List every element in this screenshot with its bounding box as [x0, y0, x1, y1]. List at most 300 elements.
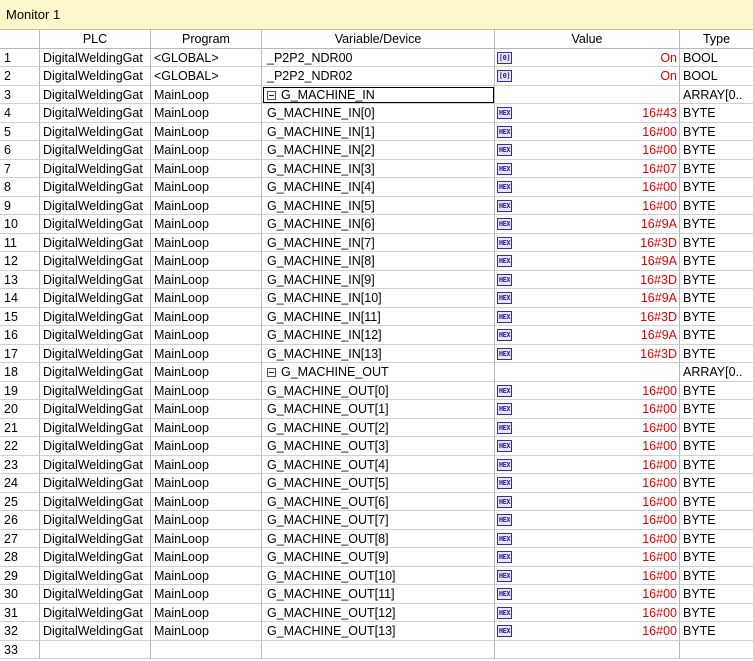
- header-value[interactable]: Value: [495, 30, 680, 49]
- program-cell[interactable]: [151, 474, 262, 493]
- row-index: [0, 215, 40, 234]
- collapse-icon[interactable]: [267, 91, 276, 100]
- program-cell-text: MainLoop: [154, 254, 209, 268]
- variable-cell[interactable]: [262, 86, 495, 105]
- plc-cell[interactable]: [40, 622, 151, 641]
- value-cell[interactable]: [495, 160, 680, 179]
- program-cell[interactable]: [151, 511, 262, 530]
- variable-name: G_MACHINE_IN: [281, 87, 375, 102]
- plc-cell-text: DigitalWeldingGat: [43, 87, 143, 102]
- hex-format-icon[interactable]: HEX: [498, 460, 511, 469]
- table-group-row[interactable]: [0, 86, 753, 105]
- plc-cell[interactable]: [40, 585, 151, 604]
- table-row[interactable]: [0, 271, 753, 290]
- row-index-text: 11: [4, 235, 17, 250]
- plc-cell[interactable]: [40, 308, 151, 327]
- hex-format-icon[interactable]: HEX: [498, 534, 511, 543]
- hex-format-icon[interactable]: HEX: [498, 275, 511, 284]
- value-text: 16#9A: [640, 217, 677, 231]
- row-index-text: 27: [4, 531, 18, 546]
- program-cell[interactable]: [151, 382, 262, 401]
- header-program[interactable]: Program: [151, 30, 262, 49]
- table-row[interactable]: [0, 400, 753, 419]
- value-cell[interactable]: [495, 400, 680, 419]
- table-row[interactable]: [0, 141, 753, 160]
- plc-cell[interactable]: [40, 271, 151, 290]
- type-cell: [680, 493, 753, 512]
- value-cell[interactable]: [495, 289, 680, 308]
- variable-cell[interactable]: [262, 326, 495, 345]
- type-cell-text: ARRAY[0..: [683, 365, 743, 379]
- type-cell: [680, 474, 753, 493]
- plc-cell[interactable]: [40, 474, 151, 493]
- row-index-text: 26: [4, 513, 18, 527]
- variable-cell[interactable]: [262, 456, 495, 475]
- value-cell[interactable]: [495, 493, 680, 512]
- hex-format-icon[interactable]: HEX: [498, 238, 511, 247]
- variable-cell[interactable]: [262, 215, 495, 234]
- table-row[interactable]: [0, 622, 753, 641]
- variable-name: _P2P2_NDR00: [267, 50, 353, 65]
- program-cell[interactable]: [151, 308, 262, 327]
- row-index: [0, 104, 40, 123]
- table-row[interactable]: [0, 641, 753, 660]
- variable-cell[interactable]: [262, 252, 495, 271]
- program-cell[interactable]: [151, 215, 262, 234]
- program-cell[interactable]: [151, 178, 262, 197]
- table-row[interactable]: [0, 437, 753, 456]
- plc-cell-text: DigitalWeldingGat: [43, 513, 143, 527]
- program-cell[interactable]: [151, 345, 262, 364]
- type-cell-text: BOOL: [683, 50, 718, 65]
- row-index-text: 23: [4, 457, 18, 472]
- program-cell[interactable]: [151, 104, 262, 123]
- table-row[interactable]: [0, 123, 753, 142]
- row-index: [0, 567, 40, 586]
- value-cell[interactable]: [495, 511, 680, 530]
- program-cell-text: <GLOBAL>: [154, 50, 219, 65]
- plc-cell[interactable]: [40, 86, 151, 105]
- program-cell[interactable]: [151, 530, 262, 549]
- variable-cell[interactable]: [262, 567, 495, 586]
- program-cell-text: MainLoop: [154, 198, 209, 213]
- value-cell[interactable]: [495, 215, 680, 234]
- plc-cell[interactable]: [40, 548, 151, 567]
- table-row[interactable]: [0, 49, 753, 68]
- hex-format-icon[interactable]: HEX: [498, 201, 511, 210]
- table-row[interactable]: [0, 474, 753, 493]
- value-cell[interactable]: [495, 271, 680, 290]
- plc-cell[interactable]: [40, 252, 151, 271]
- program-cell-text: MainLoop: [154, 494, 209, 509]
- program-cell-text: MainLoop: [154, 161, 209, 176]
- value-text: 16#00: [642, 180, 677, 194]
- value-text: 16#43: [642, 106, 677, 120]
- type-cell-text: BYTE: [683, 587, 716, 601]
- program-cell[interactable]: [151, 456, 262, 475]
- hex-format-icon[interactable]: HEX: [498, 164, 511, 173]
- header-row: [0, 30, 753, 49]
- table-row[interactable]: [0, 567, 753, 586]
- variable-cell[interactable]: [262, 548, 495, 567]
- plc-cell[interactable]: [40, 345, 151, 364]
- value-text: 16#00: [642, 568, 677, 583]
- type-cell: [680, 215, 753, 234]
- program-cell[interactable]: [151, 49, 262, 68]
- variable-cell[interactable]: [262, 123, 495, 142]
- hex-format-icon[interactable]: HEX: [498, 571, 511, 580]
- variable-cell[interactable]: [262, 104, 495, 123]
- variable-cell[interactable]: [262, 49, 495, 68]
- variable-cell[interactable]: [262, 641, 495, 660]
- variable-cell[interactable]: [262, 493, 495, 512]
- program-cell-text: MainLoop: [154, 383, 209, 398]
- hex-format-icon[interactable]: HEX: [498, 386, 511, 395]
- table-row[interactable]: [0, 585, 753, 604]
- plc-cell[interactable]: [40, 493, 151, 512]
- table-row[interactable]: [0, 67, 753, 86]
- table-row[interactable]: [0, 511, 753, 530]
- plc-cell[interactable]: [40, 604, 151, 623]
- type-cell-text: BYTE: [683, 161, 716, 176]
- hex-format-icon[interactable]: HEX: [498, 479, 511, 487]
- value-cell[interactable]: [495, 141, 680, 160]
- variable-name: G_MACHINE_IN[0]: [267, 106, 375, 120]
- type-cell-text: BYTE: [683, 550, 716, 564]
- row-index-text: 16: [4, 328, 18, 342]
- program-cell[interactable]: [151, 252, 262, 271]
- value-text: 16#00: [642, 143, 677, 157]
- program-cell[interactable]: [151, 567, 262, 586]
- variable-cell[interactable]: [262, 141, 495, 160]
- row-index: [0, 641, 40, 660]
- value-cell[interactable]: [495, 67, 680, 86]
- program-cell[interactable]: [151, 363, 262, 382]
- row-index: [0, 456, 40, 475]
- type-cell-text: BYTE: [683, 217, 716, 231]
- header-plc[interactable]: PLC: [40, 30, 151, 49]
- hex-format-icon[interactable]: HEX: [498, 553, 511, 561]
- table-group-row[interactable]: [0, 363, 753, 382]
- program-cell[interactable]: [151, 604, 262, 623]
- value-cell[interactable]: [495, 530, 680, 549]
- plc-cell[interactable]: [40, 382, 151, 401]
- table-row[interactable]: [0, 308, 753, 327]
- plc-cell[interactable]: [40, 567, 151, 586]
- variable-name: G_MACHINE_IN[7]: [267, 235, 375, 250]
- row-index: [0, 548, 40, 567]
- variable-name: G_MACHINE_IN[6]: [267, 217, 375, 231]
- row-index-text: 25: [4, 494, 18, 509]
- type-cell: [680, 86, 753, 105]
- hex-format-icon[interactable]: HEX: [498, 497, 511, 506]
- value-cell[interactable]: [495, 197, 680, 216]
- value-text: 16#00: [642, 531, 677, 546]
- program-cell[interactable]: [151, 437, 262, 456]
- row-index: [0, 308, 40, 327]
- plc-cell-text: DigitalWeldingGat: [43, 476, 143, 490]
- program-cell-text: MainLoop: [154, 217, 209, 231]
- plc-cell-text: DigitalWeldingGat: [43, 254, 143, 268]
- plc-cell[interactable]: [40, 67, 151, 86]
- row-index: [0, 511, 40, 530]
- table-row[interactable]: [0, 326, 753, 345]
- value-cell[interactable]: [495, 456, 680, 475]
- bool-format-icon[interactable]: [0]: [498, 53, 511, 62]
- program-cell-text: MainLoop: [154, 402, 209, 416]
- value-cell[interactable]: [495, 641, 680, 660]
- variable-cell[interactable]: [262, 363, 495, 382]
- variable-cell[interactable]: [262, 400, 495, 419]
- variable-cell[interactable]: [262, 178, 495, 197]
- variable-name: G_MACHINE_IN[3]: [267, 161, 375, 176]
- program-cell[interactable]: [151, 234, 262, 253]
- plc-cell-text: DigitalWeldingGat: [43, 568, 143, 583]
- plc-cell-text: DigitalWeldingGat: [43, 624, 143, 638]
- program-cell[interactable]: [151, 160, 262, 179]
- row-index-text: 33: [4, 642, 18, 657]
- hex-format-icon[interactable]: HEX: [498, 220, 511, 228]
- variable-name: G_MACHINE_OUT[0]: [267, 383, 389, 398]
- table-row[interactable]: [0, 234, 753, 253]
- value-cell[interactable]: [495, 326, 680, 345]
- plc-cell[interactable]: [40, 141, 151, 160]
- table-row[interactable]: [0, 493, 753, 512]
- variable-cell[interactable]: [262, 160, 495, 179]
- table-row[interactable]: [0, 252, 753, 271]
- value-cell[interactable]: [495, 604, 680, 623]
- plc-cell[interactable]: [40, 419, 151, 438]
- value-cell[interactable]: [495, 234, 680, 253]
- variable-cell[interactable]: [262, 530, 495, 549]
- value-cell[interactable]: [495, 382, 680, 401]
- variable-name: G_MACHINE_OUT[8]: [267, 531, 389, 546]
- plc-cell-text: DigitalWeldingGat: [43, 180, 143, 194]
- value-cell[interactable]: [495, 363, 680, 382]
- program-cell-text: MainLoop: [154, 513, 209, 527]
- value-text: 16#3D: [640, 272, 677, 287]
- value-cell[interactable]: [495, 567, 680, 586]
- variable-cell[interactable]: [262, 604, 495, 623]
- program-cell[interactable]: [151, 271, 262, 290]
- plc-cell[interactable]: [40, 289, 151, 308]
- type-cell-text: BYTE: [683, 272, 716, 287]
- table-row[interactable]: [0, 197, 753, 216]
- hex-format-icon[interactable]: HEX: [498, 257, 511, 265]
- program-cell[interactable]: [151, 326, 262, 345]
- plc-cell-text: DigitalWeldingGat: [43, 383, 143, 398]
- type-cell-text: BYTE: [683, 420, 716, 435]
- value-cell[interactable]: [495, 585, 680, 604]
- value-text: 16#00: [642, 513, 677, 527]
- plc-cell[interactable]: [40, 641, 151, 660]
- hex-format-icon[interactable]: HEX: [498, 627, 511, 635]
- plc-cell[interactable]: [40, 363, 151, 382]
- type-cell: [680, 382, 753, 401]
- value-cell[interactable]: [495, 104, 680, 123]
- program-cell[interactable]: [151, 86, 262, 105]
- program-cell[interactable]: [151, 400, 262, 419]
- type-cell: [680, 252, 753, 271]
- row-index-text: 5: [4, 124, 11, 139]
- variable-name: G_MACHINE_IN[5]: [267, 198, 375, 213]
- hex-format-icon[interactable]: HEX: [498, 349, 511, 358]
- hex-format-icon[interactable]: HEX: [498, 516, 511, 524]
- table-row[interactable]: [0, 382, 753, 401]
- variable-name: G_MACHINE_OUT[6]: [267, 494, 389, 509]
- hex-format-icon[interactable]: HEX: [498, 294, 511, 302]
- plc-cell[interactable]: [40, 530, 151, 549]
- variable-name: G_MACHINE_IN[10]: [267, 291, 382, 305]
- hex-format-icon[interactable]: HEX: [498, 423, 511, 432]
- hex-format-icon[interactable]: HEX: [498, 405, 511, 413]
- type-cell-text: BYTE: [683, 106, 716, 120]
- value-cell[interactable]: [495, 437, 680, 456]
- value-cell[interactable]: [495, 548, 680, 567]
- plc-cell[interactable]: [40, 197, 151, 216]
- plc-cell[interactable]: [40, 104, 151, 123]
- program-cell-text: MainLoop: [154, 87, 209, 102]
- monitor-grid[interactable]: [0, 30, 753, 661]
- hex-format-icon[interactable]: HEX: [498, 183, 511, 191]
- variable-cell[interactable]: [262, 345, 495, 364]
- variable-cell[interactable]: [262, 308, 495, 327]
- table-row[interactable]: [0, 548, 753, 567]
- type-cell: [680, 641, 753, 660]
- variable-cell[interactable]: [262, 67, 495, 86]
- table-row[interactable]: [0, 456, 753, 475]
- table-row[interactable]: [0, 160, 753, 179]
- value-cell[interactable]: [495, 86, 680, 105]
- row-index-text: 3: [4, 87, 11, 102]
- plc-cell-text: DigitalWeldingGat: [43, 531, 143, 546]
- variable-cell[interactable]: [262, 289, 495, 308]
- variable-name: G_MACHINE_IN[13]: [267, 346, 382, 361]
- type-cell-text: BYTE: [683, 328, 716, 342]
- hex-format-icon[interactable]: HEX: [498, 442, 511, 450]
- program-cell[interactable]: [151, 641, 262, 660]
- table-row[interactable]: [0, 178, 753, 197]
- table-row[interactable]: [0, 530, 753, 549]
- value-text: 16#9A: [640, 291, 677, 305]
- plc-cell[interactable]: [40, 437, 151, 456]
- hex-format-icon[interactable]: HEX: [498, 590, 511, 598]
- type-cell-text: BYTE: [683, 235, 716, 250]
- plc-cell[interactable]: [40, 123, 151, 142]
- hex-format-icon[interactable]: HEX: [498, 109, 511, 117]
- collapse-icon[interactable]: [267, 368, 276, 377]
- header-type[interactable]: Type: [680, 30, 753, 49]
- program-cell[interactable]: [151, 419, 262, 438]
- bool-format-icon[interactable]: [0]: [498, 72, 511, 80]
- program-cell[interactable]: [151, 67, 262, 86]
- value-text: 16#3D: [640, 309, 677, 324]
- program-cell[interactable]: [151, 585, 262, 604]
- type-cell-text: BYTE: [683, 143, 716, 157]
- value-cell[interactable]: [495, 252, 680, 271]
- table-row[interactable]: [0, 604, 753, 623]
- type-cell: [680, 511, 753, 530]
- program-cell-text: MainLoop: [154, 143, 209, 157]
- variable-cell[interactable]: [262, 271, 495, 290]
- hex-format-icon[interactable]: HEX: [498, 312, 511, 321]
- value-cell[interactable]: [495, 308, 680, 327]
- row-index: [0, 289, 40, 308]
- type-cell: [680, 67, 753, 86]
- row-index: [0, 160, 40, 179]
- value-cell[interactable]: [495, 419, 680, 438]
- type-cell-text: BYTE: [683, 402, 716, 416]
- plc-cell[interactable]: [40, 160, 151, 179]
- program-cell[interactable]: [151, 197, 262, 216]
- plc-cell-text: DigitalWeldingGat: [43, 346, 143, 361]
- table-row[interactable]: [0, 215, 753, 234]
- program-cell-text: MainLoop: [154, 587, 209, 601]
- hex-format-icon[interactable]: HEX: [498, 608, 511, 617]
- plc-cell[interactable]: [40, 178, 151, 197]
- variable-cell[interactable]: [262, 622, 495, 641]
- variable-cell[interactable]: [262, 474, 495, 493]
- plc-cell[interactable]: [40, 456, 151, 475]
- type-cell: [680, 178, 753, 197]
- plc-cell[interactable]: [40, 511, 151, 530]
- value-cell[interactable]: [495, 49, 680, 68]
- variable-cell[interactable]: [262, 234, 495, 253]
- row-index-text: 32: [4, 624, 18, 638]
- program-cell[interactable]: [151, 123, 262, 142]
- hex-format-icon[interactable]: HEX: [498, 146, 511, 154]
- value-cell[interactable]: [495, 178, 680, 197]
- row-index-text: 14: [4, 291, 18, 305]
- plc-cell[interactable]: [40, 234, 151, 253]
- value-cell[interactable]: [495, 622, 680, 641]
- program-cell[interactable]: [151, 493, 262, 512]
- hex-format-icon[interactable]: HEX: [498, 127, 511, 136]
- variable-cell[interactable]: [262, 437, 495, 456]
- variable-cell[interactable]: [262, 419, 495, 438]
- hex-format-icon[interactable]: HEX: [498, 331, 511, 339]
- value-cell[interactable]: [495, 474, 680, 493]
- program-cell-text: MainLoop: [154, 291, 209, 305]
- plc-cell-text: DigitalWeldingGat: [43, 309, 143, 324]
- table-row[interactable]: [0, 345, 753, 364]
- variable-cell[interactable]: [262, 382, 495, 401]
- variable-cell[interactable]: [262, 511, 495, 530]
- program-cell[interactable]: [151, 141, 262, 160]
- plc-cell-text: DigitalWeldingGat: [43, 106, 143, 120]
- program-cell[interactable]: [151, 289, 262, 308]
- value-text: 16#07: [642, 161, 677, 176]
- header-variable[interactable]: Variable/Device: [262, 30, 495, 49]
- variable-cell[interactable]: [262, 585, 495, 604]
- plc-cell[interactable]: [40, 49, 151, 68]
- type-cell-text: BYTE: [683, 513, 716, 527]
- row-index: [0, 363, 40, 382]
- program-cell[interactable]: [151, 548, 262, 567]
- table-row[interactable]: [0, 104, 753, 123]
- variable-cell[interactable]: [262, 197, 495, 216]
- table-row[interactable]: [0, 289, 753, 308]
- table-row[interactable]: [0, 419, 753, 438]
- plc-cell[interactable]: [40, 326, 151, 345]
- plc-cell[interactable]: [40, 400, 151, 419]
- value-cell[interactable]: [495, 345, 680, 364]
- value-cell[interactable]: [495, 123, 680, 142]
- plc-cell[interactable]: [40, 215, 151, 234]
- program-cell[interactable]: [151, 622, 262, 641]
- plc-cell-text: DigitalWeldingGat: [43, 50, 143, 65]
- plc-cell-text: DigitalWeldingGat: [43, 328, 143, 342]
